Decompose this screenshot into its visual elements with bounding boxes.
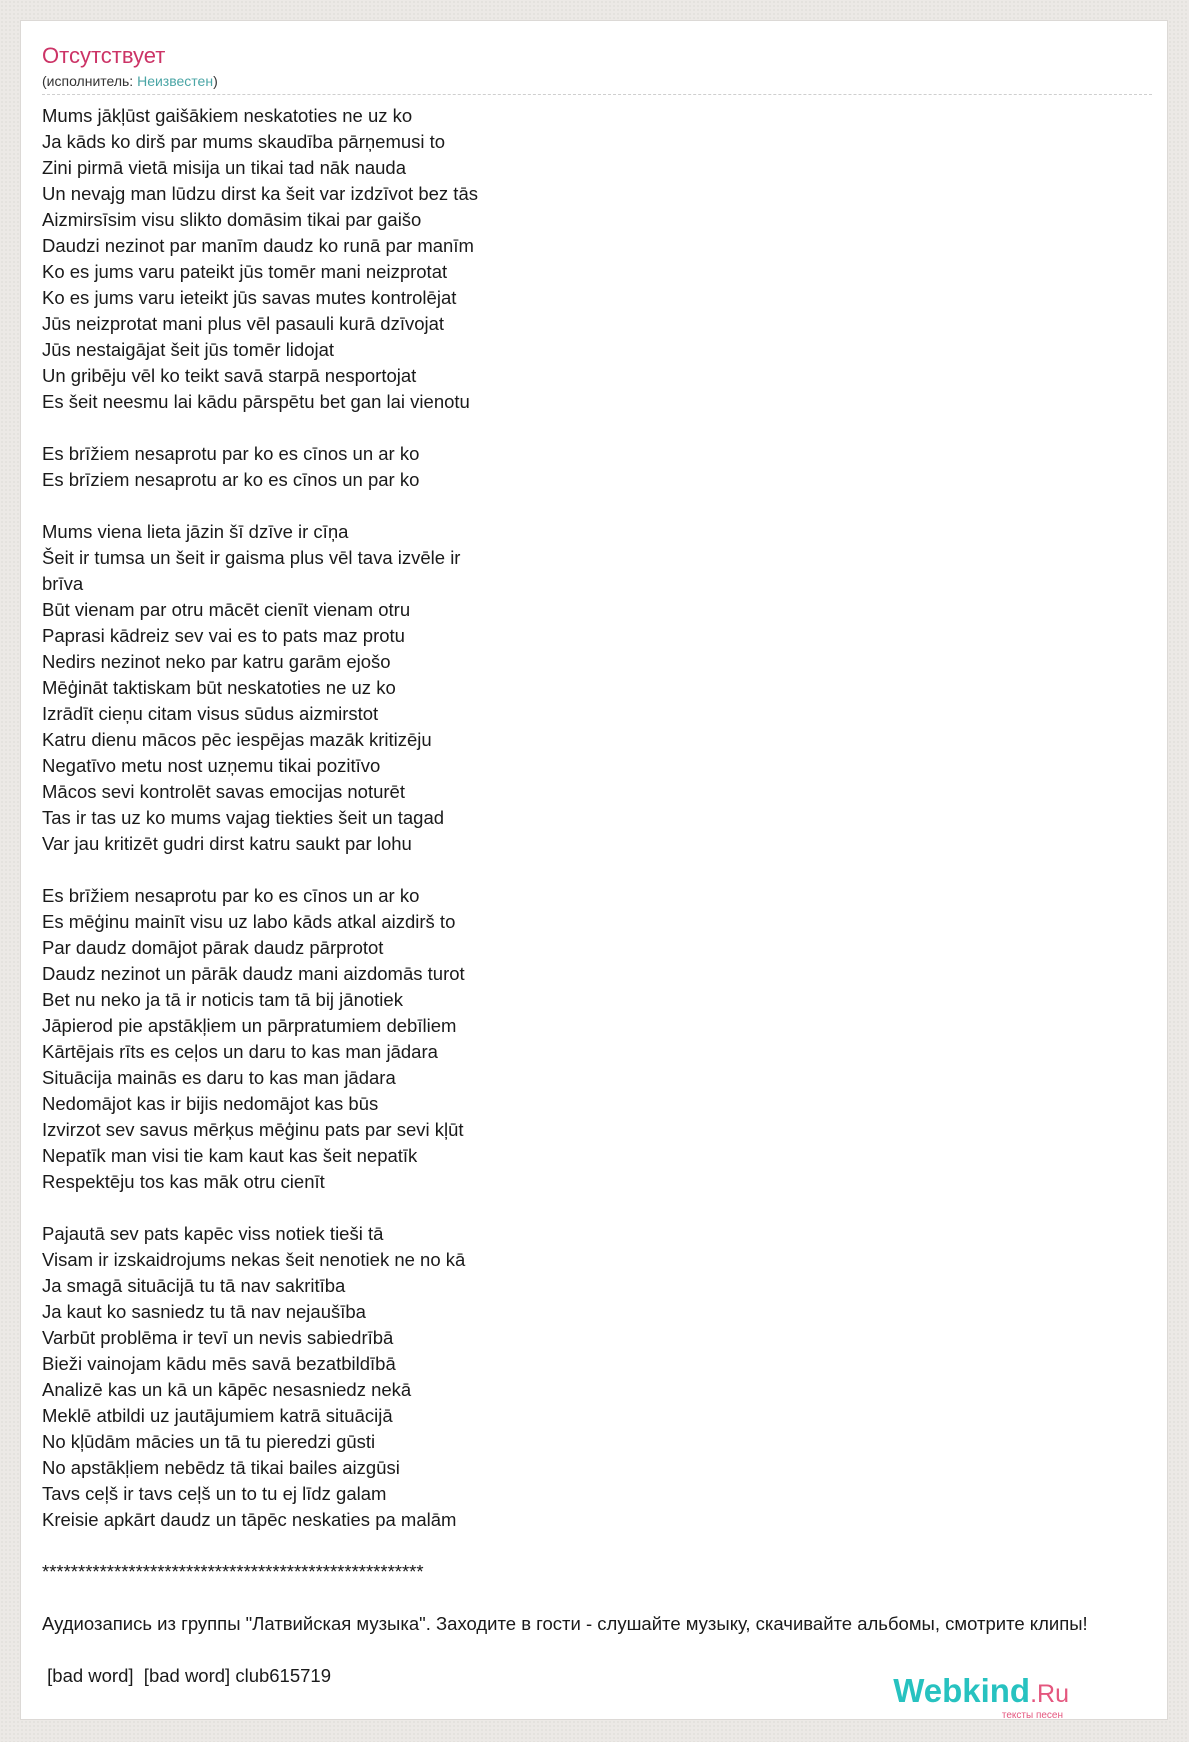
watermark-tagline: тексты песен <box>1001 1710 1063 1721</box>
site-logo-watermark <box>879 1672 1069 1721</box>
lyrics-card <box>20 20 1168 1720</box>
artist-suffix: ) <box>213 73 218 89</box>
watermark-brand: Webkind <box>893 1672 1031 1709</box>
artist-line <box>42 72 218 90</box>
artist-prefix: (исполнитель: <box>42 73 138 89</box>
artist-link[interactable]: Неизвестен <box>137 73 214 89</box>
watermark-logo <box>879 1674 1069 1711</box>
lyrics-text: Mums jākļūst gaišākiem neskatoties ne uz ko Ja kāds ko dirš par mums skaudība pārņemusi to Zini pirmā vietā misija un tikai tad nāk nauda Un nevajg man lūdzu dirst ka šeit var izdzīvot bez tās Aizmirsīsim visu slikto domāsim tikai par gaišo Daudzi nezinot par manīm daudz ko runā par manīm Ko es jums varu pateikt jūs tomēr mani neizprotat Ko es jums varu ieteikt jūs savas mutes kontrolējat Jūs neizprotat mani plus vēl pasauli kurā dzīvojat Jūs nestaigājat šeit jūs tomēr lidojat Un gribēju vēl ko teikt savā starpā nesportojat Es šeit neesmu lai kādu pārspētu bet gan lai vienotu Es brīžiem nesaprotu par ko es cīnos un ar ko Es brīziem nesaprotu ar ko es cīnos un par ko Mums viena lieta jāzin šī dzīve ir cīņa Šeit ir tumsa un šeit ir gaisma plus vēl tava izvēle ir brīva Būt vienam par otru mācēt cienīt vienam otru Paprasi kādreiz sev vai es to pats maz protu Nedirs nezinot neko par katru garām ejošo Mēģināt taktiskam būt neskatoties ne uz ko Izrādīt cieņu citam visus sūdus aizmirstot Katru dienu mācos pēc iespējas mazāk kritizēju Negatīvo metu nost uzņemu tikai pozitīvo Mācos sevi kontrolēt savas emocijas noturēt Tas ir tas uz ko mums vajag tiekties šeit un tagad Var jau kritizēt gudri dirst katru saukt par lohu Es brīžiem nesaprotu par ko es cīnos un ar ko Es mēģinu mainīt visu uz labo kāds atkal aizdirš to Par daudz domājot pārak daudz pārprotot Daudz nezinot un pārāk daudz mani aizdomās turot Bet nu neko ja tā ir noticis tam tā bij jānotiek Jāpierod pie apstākļiem un pārpratumiem debīliem Kārtējais rīts es ceļos un daru to kas man jādara Situācija mainās es daru to kas man jādara Nedomājot kas ir bijis nedomājot kas būs Izvirzot sev savus mērķus mēģinu pats par sevi kļūt Nepatīk man visi tie kam kaut kas šeit nepatīk Respektēju tos kas māk otru cienīt Pajautā sev pats kapēc viss notiek tieši tā Visam ir izskaidrojums nekas šeit nenotiek ne no kā Ja smagā situācijā tu tā nav sakritība Ja kaut ko sasniedz tu tā nav nejaušība Varbūt problēma ir tevī un nevis sabiedrībā Bieži vainojam kādu mēs savā bezatbildībā Analizē kas un kā un kāpēc nesasniedz nekā Meklē atbildi uz jautājumiem katrā situācijā No kļūdām mācies un tā tu pieredzi gūsti No apstākļiem nebēdz tā tikai bailes aizgūsi Tavs ceļš ir tavs ceļš un to tu ej līdz galam Kreisie apkārt daudz un tāpēc neskaties pa malām ***************************************************** Аудиозапись из группы "Латвийская музыка". Заходите в гости - слушайте музыку, скачивайте альбомы, смотрите клипы! [bad word] [bad word] club615719 <box>42 105 1088 1686</box>
song-title: Отсутствует <box>42 43 166 68</box>
title-divider <box>42 94 1152 95</box>
watermark-tld: .Ru <box>1030 1680 1069 1708</box>
